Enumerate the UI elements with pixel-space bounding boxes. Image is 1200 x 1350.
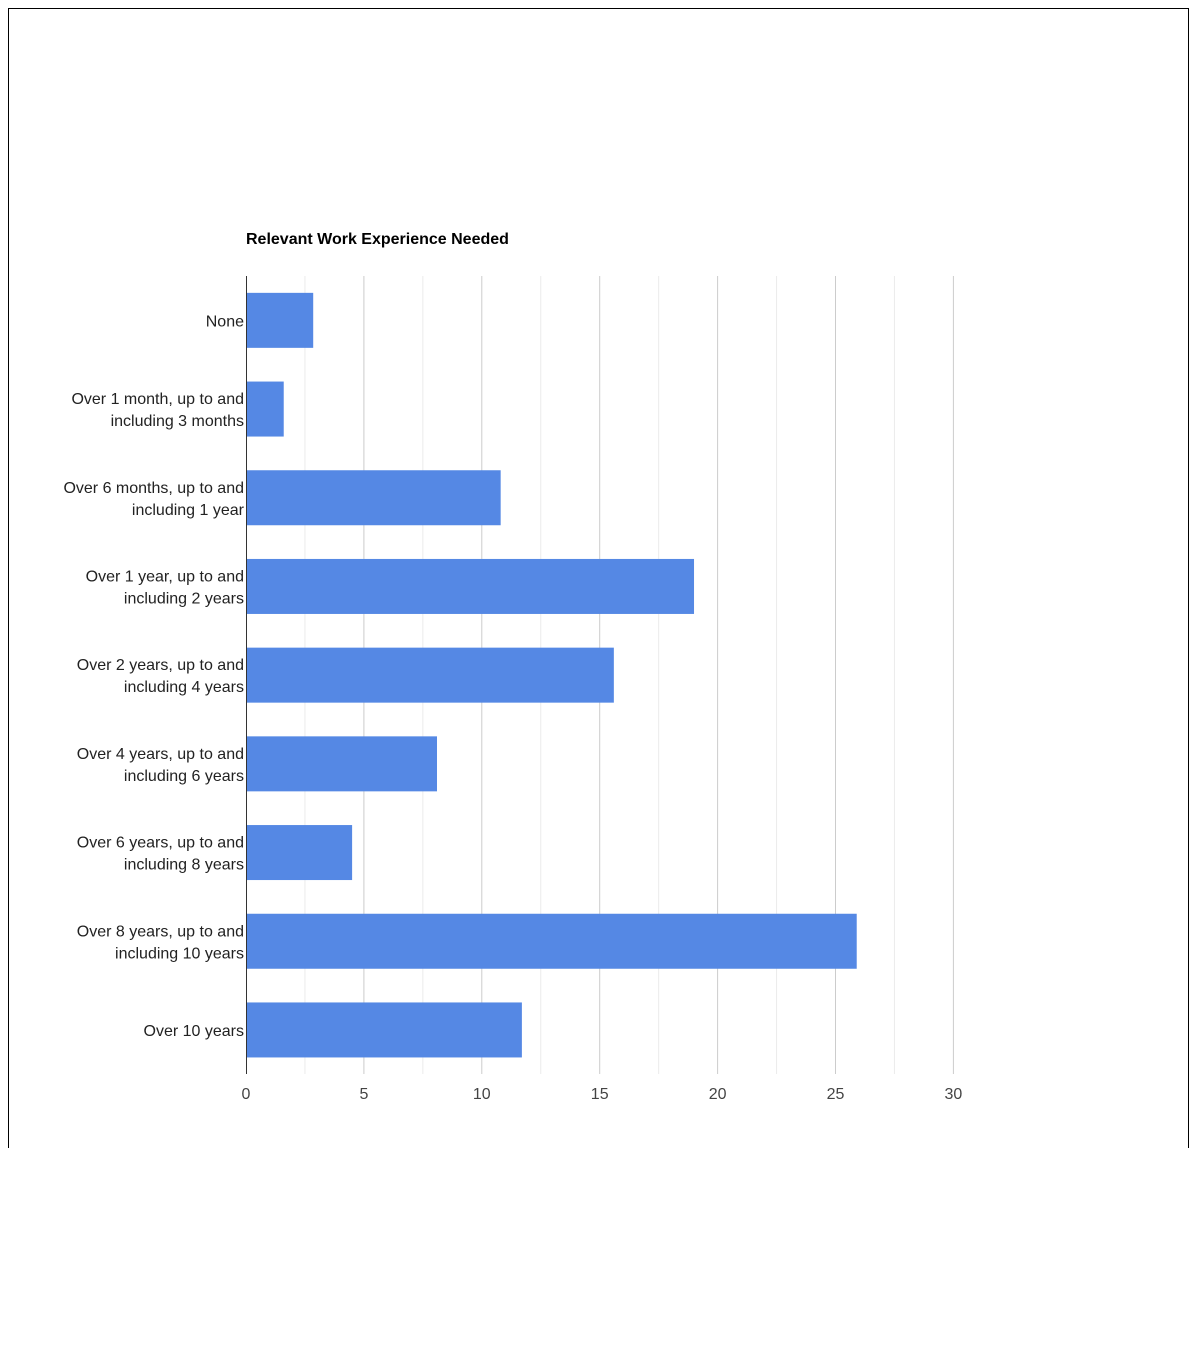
- x-tick-label: 30: [944, 1086, 963, 1103]
- bar: [246, 382, 284, 437]
- category-label: including 4 years: [123, 679, 244, 697]
- category-label: Over 2 years, up to and: [76, 657, 244, 675]
- category-label: including 2 years: [123, 590, 244, 608]
- x-tick-label: 25: [826, 1086, 845, 1103]
- category-label: Over 6 years, up to and: [76, 834, 244, 852]
- category-label: including 1 year: [131, 501, 244, 519]
- category-label: including 6 years: [123, 767, 244, 785]
- x-tick-label: 5: [359, 1086, 369, 1103]
- chart-title: Relevant Work Experience Needed: [246, 231, 509, 248]
- bar-chart: [9, 9, 1189, 1149]
- category-label: including 8 years: [123, 856, 244, 874]
- bar: [246, 736, 437, 791]
- x-tick-label: 20: [708, 1086, 727, 1103]
- bar-layer: [246, 293, 857, 1058]
- x-tick-label: 15: [590, 1086, 609, 1103]
- bar: [246, 914, 857, 969]
- category-label: including 10 years: [115, 945, 244, 963]
- category-label: Over 1 year, up to and: [85, 568, 244, 586]
- label-layer: [63, 313, 962, 1103]
- bar: [246, 293, 313, 348]
- bar: [246, 470, 501, 525]
- category-label: Over 4 years, up to and: [76, 745, 244, 763]
- category-label: Over 6 months, up to and: [63, 479, 244, 497]
- category-label: Over 8 years, up to and: [76, 923, 244, 941]
- x-tick-label: 10: [472, 1086, 491, 1103]
- chart-frame: [8, 8, 1189, 1148]
- bar: [246, 559, 694, 614]
- category-label: including 3 months: [110, 413, 244, 431]
- category-label: None: [205, 313, 244, 331]
- category-label: Over 1 month, up to and: [71, 391, 244, 409]
- category-label: Over 10 years: [143, 1022, 244, 1040]
- x-tick-label: 0: [241, 1086, 251, 1103]
- bar: [246, 648, 614, 703]
- bar: [246, 825, 352, 880]
- bar: [246, 1002, 522, 1057]
